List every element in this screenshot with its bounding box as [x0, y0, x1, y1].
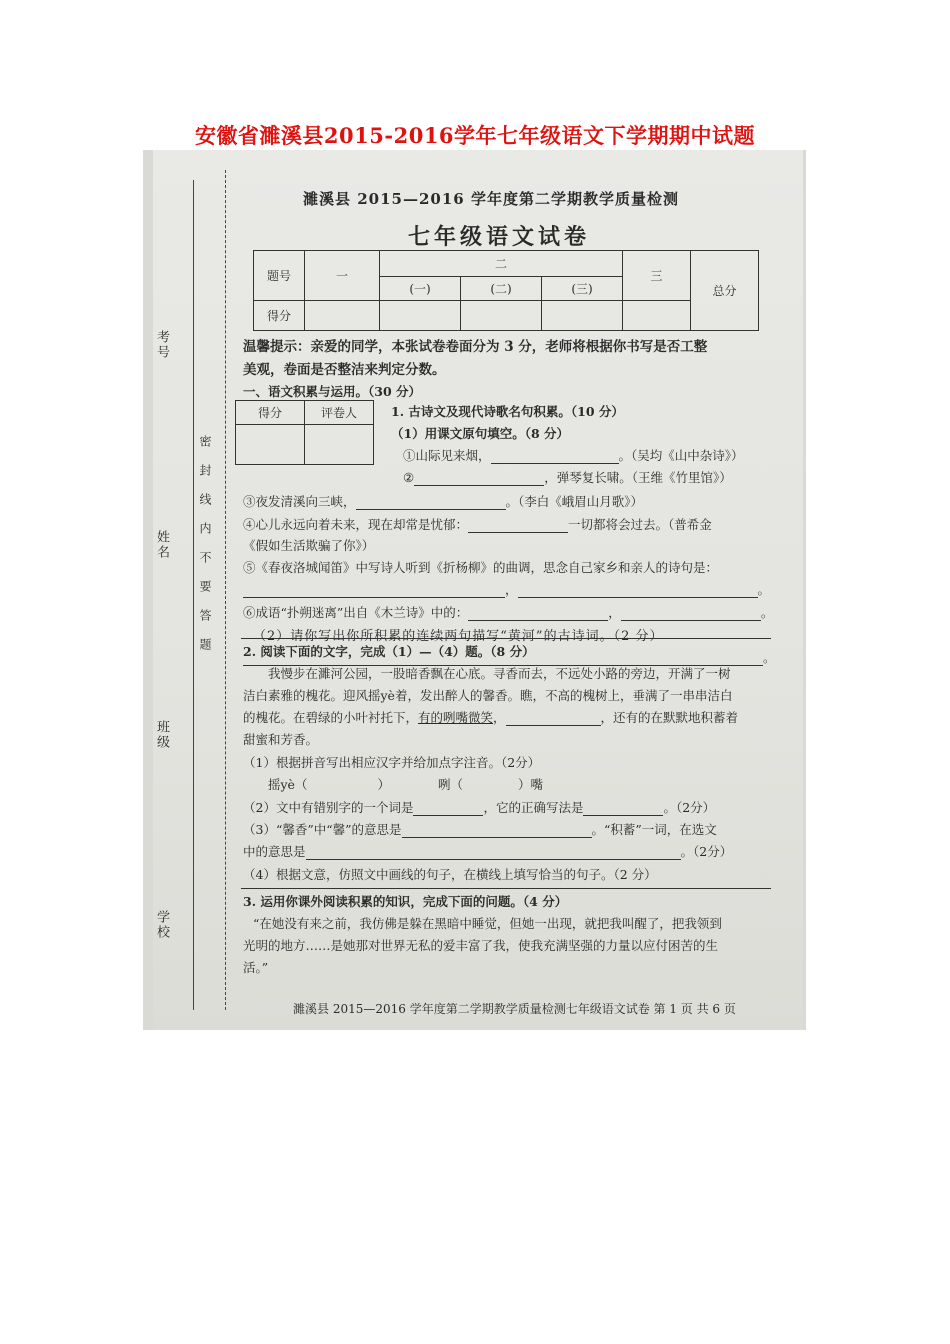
q1-part1: （1）用课文原句填空。（8 分） [391, 426, 569, 441]
answer-blank[interactable] [621, 608, 761, 621]
q2-para-3 [243, 708, 738, 726]
answer-blank[interactable] [414, 473, 544, 486]
seal-notice: 密封线内不要答题 [198, 435, 212, 667]
q1-line-3 [243, 492, 643, 510]
document-title: 安徽省濉溪县2015-2016学年七年级语文下学期期中试题 [194, 123, 756, 148]
q1-line-4-source: 一切都将会过去。（普希金 [568, 517, 712, 532]
notice-text: 亲爱的同学，本张试卷卷面分为 3 分，老师将根据你书写是否工整 [310, 339, 708, 355]
score-table-col-total: 总分 [691, 251, 759, 331]
q2-para-4: 甜蜜和芳香。 [243, 732, 319, 747]
q2-sub-3 [243, 820, 717, 838]
q2-sub-3-text: （3）“馨香”中“馨”的意思是 [243, 822, 402, 837]
answer-blank[interactable] [491, 451, 619, 464]
paren-close: ）嘴 [517, 777, 543, 792]
q3-quote-2: 光明的地方……是她那对世界无私的爱丰富了我，使我充满坚强的力量以应付困苦的生 [243, 938, 719, 953]
pinyin-item: 咧（ [437, 777, 463, 792]
score-table-score-label: 得分 [254, 301, 305, 331]
grader-box-grader-label: 评卷人 [305, 401, 374, 425]
answer-blank[interactable] [506, 713, 601, 726]
q2-para-3-text: 的槐花。在碧绿的小叶衬托下， [243, 710, 419, 725]
q1-line-6 [243, 603, 773, 621]
answer-blank[interactable] [518, 585, 758, 598]
grader-box-grader-cell[interactable] [305, 425, 374, 465]
notice-line-2: 美观，卷面是否整洁来判定分数。 [243, 362, 446, 378]
score-cell[interactable] [461, 301, 542, 331]
q1-line-5-answer [243, 580, 770, 598]
score-table-row-label: 题号 [254, 251, 305, 301]
answer-blank[interactable] [583, 803, 663, 816]
period: 。 [757, 582, 771, 597]
answer-blank[interactable] [402, 825, 592, 838]
comma: ， [608, 605, 621, 620]
score-table-sub-col: (一) [380, 277, 461, 301]
q1-line-4-cont: 《假如生活欺骗了你》） [243, 538, 375, 553]
label-banji: 班级 [154, 720, 169, 750]
answer-blank[interactable] [413, 803, 483, 816]
q1-line-2-source: ，弹琴复长啸。（王维《竹里馆》） [544, 470, 732, 485]
q2-title: 2. 阅读下面的文字，完成（1）—（4）题。（8 分） [243, 644, 535, 659]
q2-sub-3-cont [243, 842, 732, 860]
answer-blank[interactable] [468, 608, 608, 621]
q2-sub-1: （1）根据拼音写出相应汉字并给加点字注音。（2分） [243, 755, 541, 770]
q2-sub-2-text: （2）文中有错别字的一个词是 [243, 800, 414, 815]
q1-title: 1. 古诗文及现代诗歌名句积累。（10 分） [391, 404, 624, 419]
exam-sheet [153, 150, 803, 1030]
q1-line-3-text: ③夜发清溪向三峡， [243, 494, 356, 509]
period: 。 [760, 605, 774, 620]
score-table-col-2: 二 [380, 251, 623, 277]
q3-title: 3. 运用你课外阅读积累的知识，完成下面的问题。（4 分） [243, 894, 568, 909]
pinyin-item: 摇yè（ [268, 777, 308, 792]
notice-label: 温馨提示： [243, 339, 311, 355]
q1-line-4 [243, 515, 712, 533]
q2-sub-3-text-c: 中的意思是 [243, 844, 306, 859]
q1-line-2-text: ② [403, 470, 415, 485]
q1-line-2 [403, 468, 732, 486]
grader-box-score-label: 得分 [236, 401, 305, 425]
q2-sub-2-score: 。（2分） [663, 800, 716, 815]
grader-box [235, 400, 374, 465]
margin-line-left [193, 180, 194, 1010]
q1-line-4-text: ④心儿永远向着未来，现在却常是忧郁： [243, 517, 469, 532]
score-table [253, 250, 759, 331]
exam-subtitle: 七年级语文试卷 [408, 224, 591, 250]
section-1-title: 一、语文积累与运用。（30 分） [243, 384, 421, 399]
answer-blank[interactable] [306, 847, 681, 860]
q1-line-1 [403, 446, 744, 464]
q1-line-1-source: 。（吴均《山中杂诗》） [618, 448, 744, 463]
q2-para-1: 我慢步在濉河公园，一股暗香飘在心底。寻香而去，不远处小路的旁边，开满了一树 [268, 666, 731, 681]
q2-sub-2-text-b: ，它的正确写法是 [483, 800, 584, 815]
score-table-sub-col: (三) [542, 277, 623, 301]
q2-sub-3-score: 。（2分） [680, 844, 733, 859]
period: 。 [763, 650, 776, 665]
q2-sub-1-answer [268, 775, 543, 793]
score-cell[interactable] [542, 301, 623, 331]
q2-para-2: 洁白素雅的槐花。迎风摇yè着，发出醉人的馨香。瞧，不高的槐树上，垂满了一串串洁白 [243, 688, 733, 703]
q1-line-3-source: 。（李白《峨眉山月歌》） [505, 494, 644, 509]
page-footer: 濉溪县 2015—2016 学年度第二学期教学质量检测七年级语文试卷 第 1 页 共 6 页 [293, 1002, 736, 1016]
score-cell[interactable] [623, 301, 691, 331]
q2-underlined-sentence: 有的咧嘴微笑 [418, 710, 494, 725]
exam-header: 濉溪县 2015—2016 学年度第二学期教学质量检测 [303, 190, 679, 208]
seal-line [225, 170, 226, 1010]
label-kaohao: 考号 [154, 330, 169, 360]
label-xuexiao: 学校 [154, 910, 169, 940]
divider [241, 638, 771, 639]
q1-part2: （2）请你写出你所积累的连续两句描写“黄河”的古诗词。（2 分） [253, 629, 664, 644]
score-table-sub-col: (二) [461, 277, 542, 301]
comma: ， [505, 582, 518, 597]
q1-line-1-text: ①山际见来烟， [403, 448, 491, 463]
q2-sub-3-text-b: 。“积蓄”一词，在选文 [591, 822, 717, 837]
score-cell[interactable] [380, 301, 461, 331]
answer-blank[interactable] [243, 585, 505, 598]
answer-blank[interactable] [468, 520, 568, 533]
score-cell[interactable] [305, 301, 380, 331]
score-table-col-1: 一 [305, 251, 380, 301]
q3-quote-3: 活。” [243, 960, 269, 975]
divider [241, 888, 771, 889]
notice-line-1 [243, 335, 707, 355]
exam-photo [143, 150, 806, 1030]
label-xingming: 姓名 [154, 530, 169, 560]
q2-para-3-end: ，还有的在默默地积蓄着 [600, 710, 739, 725]
answer-blank[interactable] [356, 497, 506, 510]
score-table-col-3: 三 [623, 251, 691, 301]
paren-close: ） [377, 777, 390, 792]
q1-line-6-text: ⑥成语“扑朔迷离”出自《木兰诗》中的： [243, 605, 469, 620]
q3-quote-1: “在她没有来之前，我仿佛是躲在黑暗中睡觉，但她一出现，就把我叫醒了，把我领到 [253, 916, 722, 931]
q1-line-5: ⑤《春夜洛城闻笛》中写诗人听到《折杨柳》的曲调，思念自己家乡和亲人的诗句是： [243, 560, 719, 575]
q2-sub-4: （4）根据文意，仿照文中画线的句子，在横线上填写恰当的句子。（2 分） [243, 867, 657, 882]
q2-sub-2 [243, 798, 715, 816]
comma: ， [493, 710, 506, 725]
grader-box-score-cell[interactable] [236, 425, 305, 465]
